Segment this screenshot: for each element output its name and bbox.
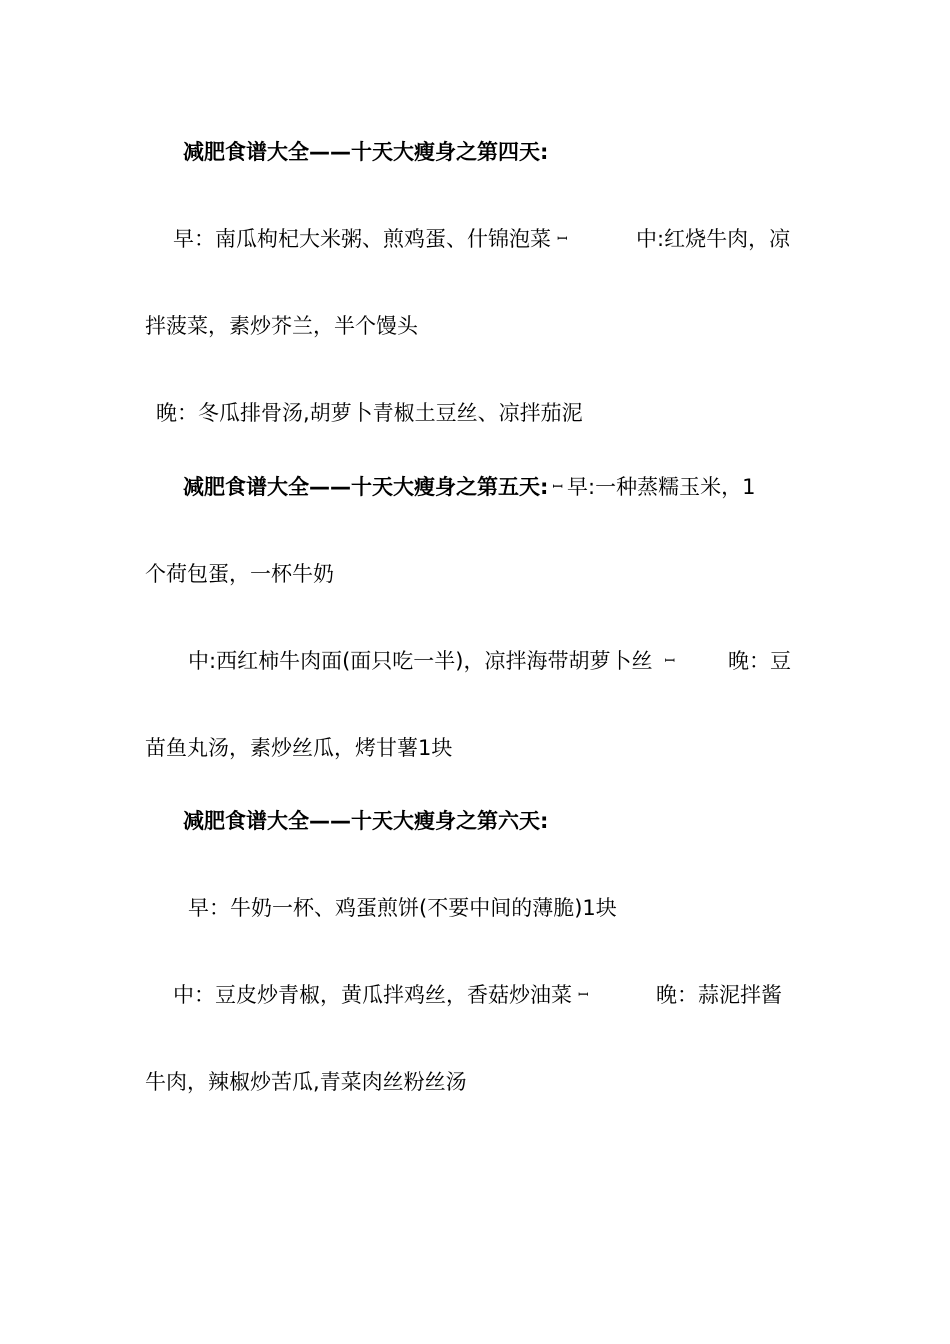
day5-heading: 减肥食谱大全——十天大瘦身之第五天: (183, 475, 549, 499)
day5-dinner-end: 苗鱼丸汤，素炒丝瓜，烤甘薯1块 (145, 736, 453, 760)
day6-lunch: 中：豆皮炒青椒，黄瓜拌鸡丝，香菇炒油菜 (173, 983, 572, 1007)
day5-breakfast-start: 早:一种蒸糯玉米，1 (567, 475, 756, 499)
day6-dinner-end: 牛肉，辣椒炒苦瓜,青菜肉丝粉丝汤 (145, 1070, 467, 1094)
day5-separator-mark: ꟷ (552, 480, 563, 495)
day4-lunch-start: 中:红烧牛肉，凉 (636, 227, 791, 251)
day4-lunch-end: 拌菠菜，素炒芥兰，半个馒头 (145, 314, 418, 338)
day6-breakfast: 早：牛奶一杯、鸡蛋煎饼(不要中间的薄脆)1块 (188, 896, 617, 920)
day5-breakfast-end: 个荷包蛋，一杯牛奶 (145, 562, 334, 586)
day4-breakfast-line (173, 224, 568, 255)
day6-dinner-start: 晚：蒜泥拌酱 (656, 983, 782, 1007)
day6-separator-mark: ꟷ (578, 988, 589, 1003)
day6-heading: 减肥食谱大全——十天大瘦身之第六天: (183, 809, 549, 833)
day4-dinner: 晚：冬瓜排骨汤,胡萝卜青椒土豆丝、凉拌茄泥 (156, 401, 583, 425)
day4-breakfast: 早：南瓜枸杞大米粥、煎鸡蛋、什锦泡菜 (173, 227, 551, 251)
day5-separator-mark: ꟷ (664, 654, 676, 669)
day5-lunch: 中:西红柿牛肉面(面只吃一半)，凉拌海带胡萝卜丝 (188, 649, 653, 673)
day5-dinner-start: 晚：豆 (728, 649, 791, 673)
day5-lunch-line (188, 646, 675, 677)
day4-heading: 减肥食谱大全——十天大瘦身之第四天: (183, 140, 549, 164)
day6-lunch-line (173, 980, 589, 1011)
day5-heading-line (183, 472, 755, 503)
day4-separator-mark: ꟷ (557, 232, 568, 247)
